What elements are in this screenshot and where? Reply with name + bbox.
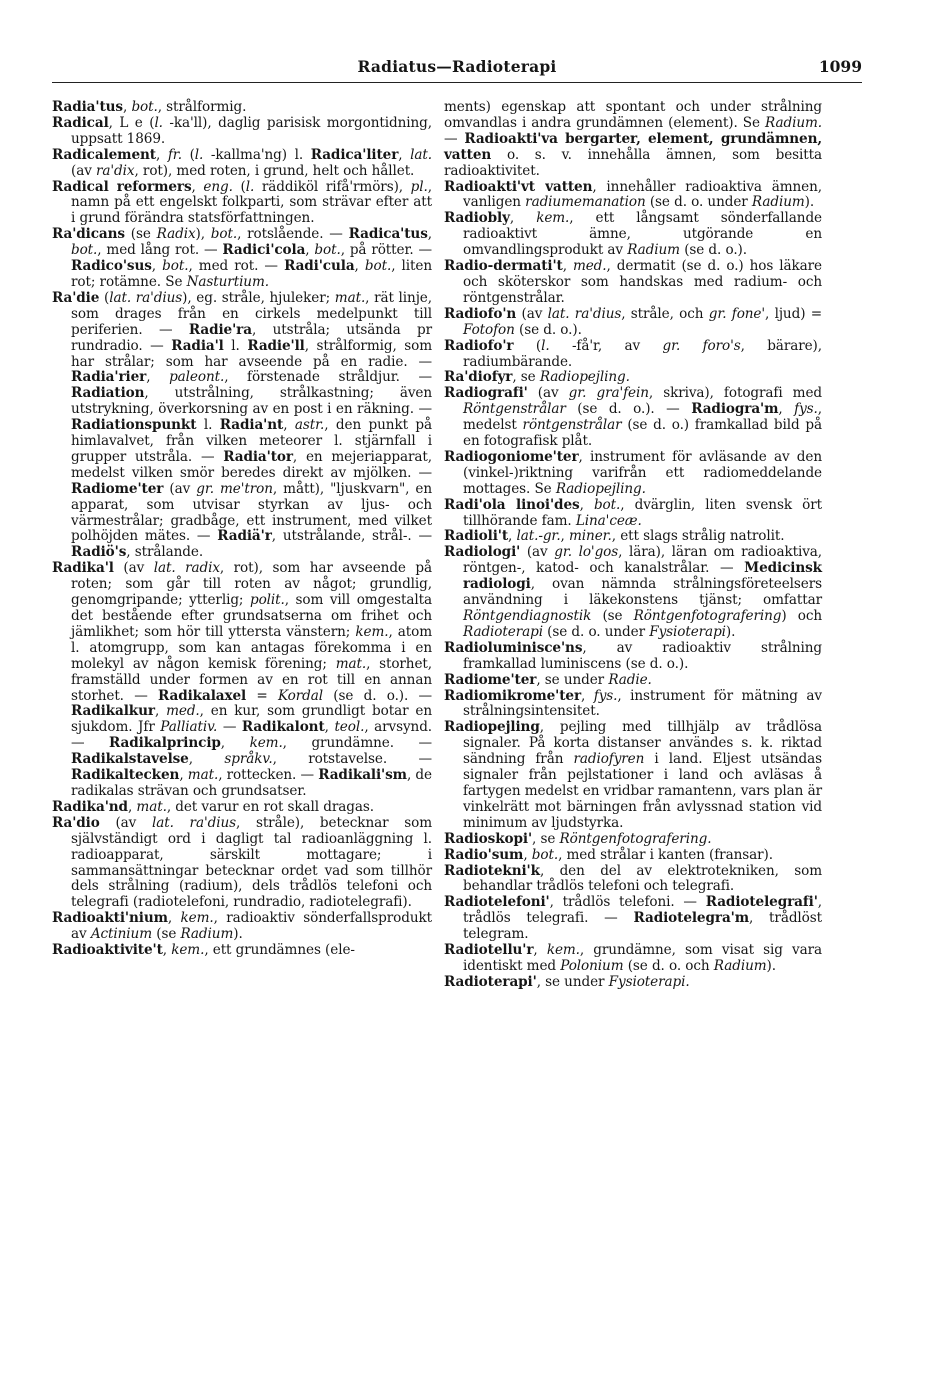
dictionary-entry: Radicalement, fr. (l. -kallma'ng) l. Radica'liter, lat. (av ra'dix, rot), med roten, i grund, helt och hållet.	[52, 146, 432, 179]
dictionary-entry: Ra'dicans (se Radix), bot., rotslående. — Radica'tus, bot., med lång rot. — Radici'cola, bot., på rötter. — Radico'sus, bot., med rot. — Radi'cula, bot., liten rot; rotämne. Se Nasturtium.	[52, 226, 432, 290]
dictionary-entry: Radiobly, kem., ett långsamt sönderfallande radioaktivt ämne, utgörande en omvandlingsprodukt av Radium (se d. o.).	[444, 210, 823, 259]
dictionary-entry: Radiofo'n (av lat. ra'dius, stråle, och gr. fone', ljud) = Fotofon (se d. o.).	[444, 305, 823, 338]
dictionary-entry: Radiotelefoni', trådlös telefoni. — Radiotelegrafi', trådlös telegrafi. — Radiotelegra'm, trådlöst telegram.	[444, 894, 822, 943]
left-column	[52, 100, 432, 959]
dictionary-entry: Radika'l (av lat. radix, rot), som har avseende på roten; som går till roten av något; grundlig, genomgripande; ytterlig; polit., som vill omgestalta det bestående efter grundsatserna om frihet och jämlikhet; som hör till yttersta vänstern; kem., atom l. atomgrupp, som kan antagas förekomma i en molekyl av någon kemisk förening; mat., storhet, framställd under formen av en rot till en annan storhet. — Radikalaxel = Kordal (se d. o.). — Radikalkur, med., en kur, som grundligt botar en sjukdom. Jfr Palliativ. — Radikalont, teol., arvsynd. — Radikalprincip, kem., grundämne. — Radikalstavelse, språkv., rotstavelse. — Radikaltecken, mat., rottecken. — Radikali'sm, de radikalas strävan och grundsatser.	[52, 560, 433, 799]
dictionary-entry: Radical reformers, eng. (l. räddiköl rifå'rmörs), pl., namn på ett engelskt folkparti, som strävar efter att i grund förändra statsförfattningen.	[52, 178, 432, 227]
running-head-title: Radiatus—Radioterapi	[357, 57, 557, 76]
dictionary-entry: Radioterapi', se under Fysioterapi.	[444, 973, 690, 990]
dictionary-entry: Radiografi' (av gr. gra'fein, skriva), fotografi med Röntgenstrålar (se d. o.). — Radiogra'm, fys., medelst röntgenstrålar (se d. o.) framkallad bild på en fotografisk plåt.	[444, 385, 822, 450]
dictionary-entry: Radioakti'nium, kem., radioaktiv sönderfallsprodukt av Actinium (se Radium).	[52, 910, 432, 943]
right-column	[444, 100, 822, 991]
dictionary-entry: Ra'dio (av lat. ra'dius, stråle), betecknar som självständigt ord i dagligt tal radioanläggning l. radioapparat, särskilt mottagare; i sammansättningar betecknar ordet vad som tillhör dels strålning (radium), dels trådlös telefoni och telegrafi (radiotelefoni, rundradio, radiotelegrafi).	[52, 814, 432, 911]
dictionary-entry: Radi'ola linoi'des, bot., dvärglin, liten svensk ört tillhörande fam. Lina'ceæ.	[444, 496, 822, 529]
dictionary-entry: Radio'sum, bot., med strålar i kanten (fransar).	[444, 846, 773, 863]
dictionary-entry: Radiotellu'r, kem., grundämne, som visat sig vara identiskt med Polonium (se d. o. och Radium).	[444, 942, 822, 974]
dictionary-entry: Radiomikrome'ter, fys., instrument för mätning av strålningsintensitet.	[444, 687, 822, 720]
dictionary-entry: Radiotekni'k, den del av elektrotekniken, som behandlar trådlös telefoni och telegrafi.	[444, 862, 822, 895]
dictionary-entry: Radical, L e (l. -ka'll), daglig parisisk morgontidning, uppsatt 1869.	[52, 114, 432, 147]
dictionary-entry: Radioaktivite't, kem., ett grundämnes (ele-	[52, 942, 355, 959]
dictionary-entry: Radioli't, lat.-gr., miner., ett slags strålig natrolit.	[444, 528, 785, 545]
dictionary-entry: Radiopejling, pejling med tillhjälp av trådlösa signaler. På korta distanser användes s. k. riktad sändning från radiofyren i land. Eljest utsändas signaler från pejlstationer i land och avläsas å fartygen medelst en vridbar ramantenn, vars plan är vinkelrätt mot bärningen från avlyssnad station vid minimum av ljudstyrka.	[444, 719, 822, 831]
dictionary-entry: Radia'tus, bot., strålformig.	[52, 99, 247, 115]
dictionary-entry: Radioakti'vt vatten, innehåller radioaktiva ämnen, vanligen radiumemanation (se d. o. under Radium).	[444, 178, 822, 211]
page-header	[52, 56, 862, 83]
dictionary-entry: Radioluminisce'ns, av radioaktiv strålning framkallad luminiscens (se d. o.).	[444, 639, 822, 672]
dictionary-entry: Radiome'ter, se under Radie.	[444, 671, 652, 688]
dictionary-entry: Radioskopi', se Röntgenfotografering.	[444, 830, 712, 847]
dictionary-entry: Radiogoniome'ter, instrument för avläsande av den (vinkel-)riktning varifrån ett radiomeddelande mottages. Se Radiopejling.	[444, 448, 822, 497]
dictionary-entry: Radiofo'r (l. -få'r, av gr. foro's, bärare), radiumbärande.	[444, 337, 822, 370]
dictionary-entry: Ra'die (lat. ra'dius), eg. stråle, hjuleker; mat., rät linje, som drages från en cirkels medelpunkt till periferien. — Radie'ra, utstråla; utsända pr rundradio. — Radia'l l. Radie'll, strålformig, som har strålar; som har avseende på en radie. — Radia'rier, paleont., förstenade stråldjur. — Radiation, utstrålning, strålkastning; även utstrykning, överkorsning av en post i en räkning. — Radiationspunkt l. Radia'nt, astr., den punkt på himlavalvet, från vilken meteorer l. stjärnfall i grupper utstråla. — Radia'tor, en mejeriapparat, medelst vilken smör beredes direkt av mjölken. — Radiome'ter (av gr. me'tron, mått), "ljuskvarn", en apparat, som utvisar styrkan av ljus- och värmestrålar; gradbåge, ett instrument, med vilket polhöjden mätes. — Radiä'r, utstrålande, strål-. — Radiö's, strålande.	[52, 289, 432, 561]
dictionary-entry: Ra'diofyr, se Radiopejling.	[444, 369, 630, 386]
dictionary-entry: Radio-dermati't, med., dermatit (se d. o.) hos läkare och sköterskor som handskas med radium- och röntgenstrålar.	[444, 258, 822, 306]
page-number: 1099	[818, 57, 862, 76]
dictionary-entry: Radiologi' (av gr. lo'gos, lära), läran om radioaktiva, röntgen-, katod- och kanalstrålar. — Medicinsk radiologi, ovan nämnda strålningsföreteelsers användning i läkekonstens tjänst; omfattar Röntgendiagnostik (se Röntgenfotografering) och Radioterapi (se d. o. under Fysioterapi).	[444, 544, 823, 640]
dictionary-entry: ments) egenskap att spontant och under strålning omvandlas i andra grundämnen (element). Se Radium. — Radioakti'va bergarter, element, grundämnen, vatten o. s. v. innehålla ämnen, som besitta radioaktivitet.	[444, 99, 822, 179]
dictionary-entry: Radika'nd, mat., det varur en rot skall dragas.	[52, 798, 374, 815]
